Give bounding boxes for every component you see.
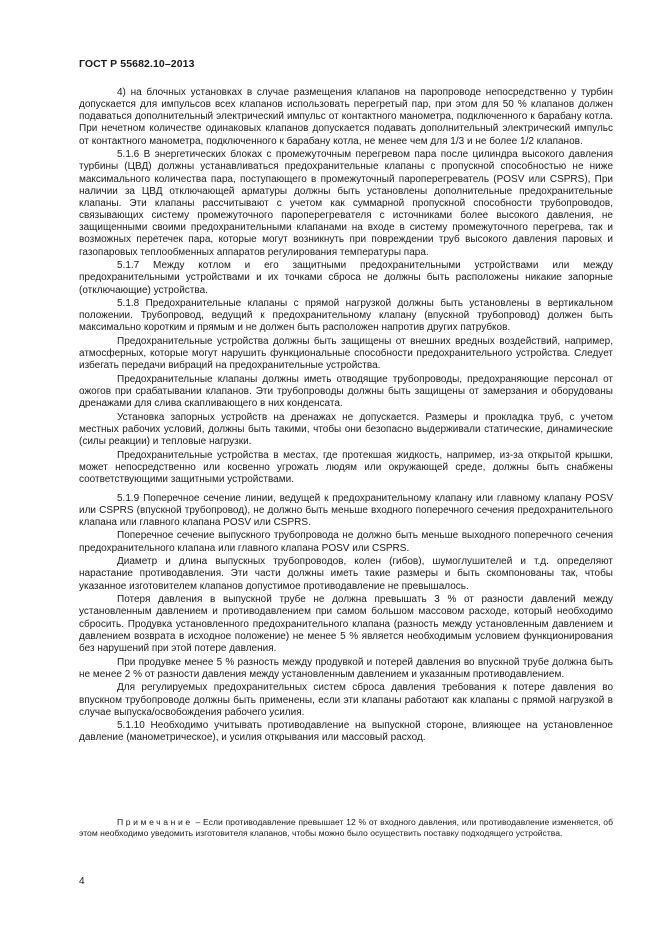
document-body [79, 87, 613, 746]
note-text: Если противодавление превышает 12 % от входного давления, или противодавление изменяется, об этом необходимо уведомить изготовителя клапанов, чтобы можно было осуществить поставку подходящего устройства. [79, 817, 613, 838]
paragraph-blowdown: При продувке менее 5 % разность между продувкой и потерей давления во впускной трубе должна быть не менее 2 % от разности давления между установленным давлением и указанным противодавлением. [79, 656, 613, 680]
page-number: 4 [79, 876, 85, 887]
paragraph-leak-protection: Предохранительные устройства в местах, где протекшая жидкость, например, из-за открытой крышки, может непосредственно или косвенно угрожать людям или окружающей среде, должны быть снабжены соответствующими защитными устройствами. [79, 450, 613, 486]
paragraph-regulated-systems: Для регулируемых предохранительных систем сброса давления требования к потере давления во впускном трубопроводе должны быть применены, если эти клапаны работают как клапаны с прямой нагрузкой в случае выпуска/освобождения рабочего усилия. [79, 682, 613, 718]
paragraph-5-1-6: 5.1.6 В энергетических блоках с промежуточным перегревом пара после цилиндра высокого давления турбины (ЦВД) должны устанавливаться предохранительные клапаны с пропускной способностью не ниже максимального количества пара, поступающего в промежуточный пароперегреватель (POSV или CSPRS), При наличии за ЦВД отключающей арматуры должны быть установлены дополнительные предохранительные клапаны. Эти клапаны рассчитывают с учетом как суммарной пропускной способности трубопроводов, связывающих систему промежуточного пароперегревателя с источниками более высокого давления, не защищенными своими предохранительными клапанами на входе в систему промежуточного перегрева, так и возможных перетечек пара, которые могут возникнуть при повреждении труб высокого давления паровых и газопаровых теплообменных аппаратов регулирования температуры пара. [79, 149, 613, 258]
paragraph-pressure-loss: Потеря давления в выпускной трубе не должна превышать 3 % от разности давлений между установленным давлением и противодавлением при самом большом массовом расходе, который необходимо сбросить. Продувка установленного предохранительного клапана (разность между установленным давлением и давлением возврата в исходное положение) не менее 5 % является необходимым условием функционирования без нарушений при этой потере давления. [79, 594, 613, 654]
paragraph-5-1-7: 5.1.7 Между котлом и его защитными предохранительными устройствами или между предохранительными устройствами и их точками сброса не должны быть расположены никакие запорные (отключающие) устройства. [79, 260, 613, 296]
document-header: ГОСТ Р 55682.10–2013 [79, 58, 195, 70]
paragraph-protection: Предохранительные устройства должны быть защищены от внешних вредных воздействий, например, атмосферных, которые могут нарушить функциональные способности предохранительного устройства. Следует избегать передачи вибраций на предохранительные устройства. [79, 336, 613, 372]
paragraph-5-1-10: 5.1.10 Необходимо учитывать противодавление на выпускной стороне, влияющее на установленное давление (манометрическое), и усилия открывания или массовый расход. [79, 720, 613, 744]
paragraph-5-1-8: 5.1.8 Предохранительные клапаны с прямой нагрузкой должны быть установлены в вертикальном положении. Трубопровод, ведущий к предохранительному клапану (впускной трубопровод) должен быть максимально коротким и прямым и не должен быть расположен напротив других патрубков. [79, 298, 613, 334]
note-dash: – [195, 817, 201, 827]
paragraph-outlet-section: Поперечное сечение выпускного трубопровода не должно быть меньше выходного поперечного сечения предохранительного клапана или главного клапана POSV или CSPRS. [79, 530, 613, 554]
note-block [79, 817, 613, 839]
paragraph-5-1-9: 5.1.9 Поперечное сечение линии, ведущей к предохранительному клапану или главному клапану POSV или CSPRS (впускной трубопровод), не должно быть меньше входного поперечного сечения предохранительного клапана или главного клапана POSV или CSPRS. [79, 492, 613, 528]
paragraph-item-4: 4) на блочных установках в случае размещения клапанов на паропроводе непосредственно у турбин допускается для импульсов всех клапанов использовать перегретый пар, при этом для 50 % клапанов должен подаваться дополнительный электрический импульс от контактного манометра, подключенного к барабану котла. При нечетном количестве одинаковых клапанов допускается подавать дополнительный электрический импульс от контактного манометра, подключенного к барабану котла, не менее чем для 1/3 и не более 1/2 клапанов. [79, 87, 613, 147]
paragraph-discharge-pipes: Предохранительные клапаны должны иметь отводящие трубопроводы, предохраняющие персонал от ожогов при срабатывании клапанов. Эти трубопроводы должны быть защищены от замерзания и оборудованы дренажами для слива скапливающего в них конденсата. [79, 374, 613, 410]
note-label: Примечание [117, 817, 193, 827]
paragraph-pipe-diameter: Диаметр и длина выпускных трубопроводов, колен (гибов), шумоглушителей и т.д. определяют нарастание противодавления. Эти части должны иметь такие размеры и быть скомпонованы так, чтобы указанное изготовителем клапанов допустимое противодавление не превышалось. [79, 556, 613, 592]
paragraph-drain-valves: Установка запорных устройств на дренажах не допускается. Размеры и прокладка труб, с учетом местных рабочих условий, должны быть такими, чтобы они безопасно выдерживали статические, динамические (силы реакции) и тепловые нагрузки. [79, 412, 613, 448]
